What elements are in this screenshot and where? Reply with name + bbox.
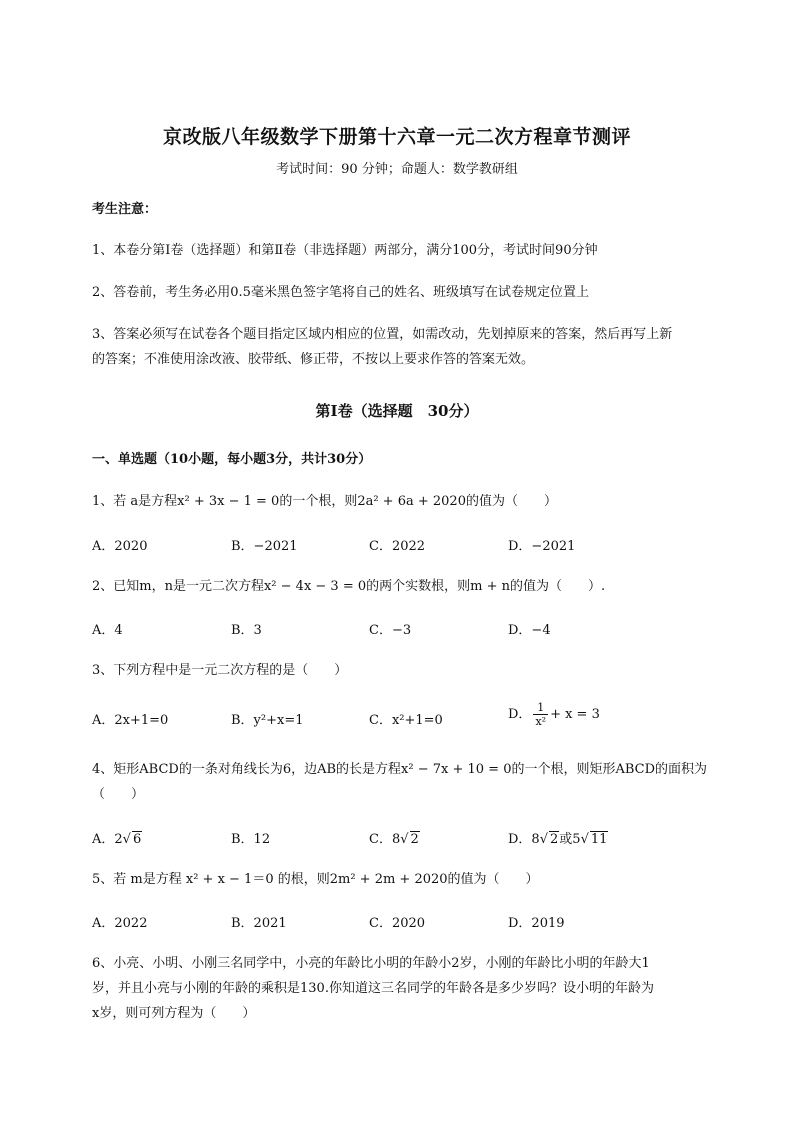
option-c[interactable]: C．8√ 2	[369, 832, 419, 847]
option-a-label: A．2	[92, 832, 123, 847]
option-b[interactable]: B．−2021	[231, 539, 298, 554]
option-a[interactable]: A．2022	[92, 916, 148, 931]
question-6-stem-cont-1: 岁，并且小亮与小刚的年龄的乘积是130.你知道这三名同学的年龄各是多少岁吗？设小明的年龄为	[92, 981, 654, 996]
sqrt-radicand: 2	[550, 832, 559, 847]
sqrt-radicand: 2	[410, 832, 419, 847]
option-b[interactable]: B．12	[231, 832, 271, 847]
option-b[interactable]: B．3	[231, 623, 262, 638]
question-1-options	[92, 535, 712, 555]
option-d-tail: + x = 3	[550, 707, 600, 722]
question-3-options	[92, 701, 712, 729]
page-title: 京改版八年级数学下册第十六章一元二次方程章节测评	[162, 126, 631, 148]
note-item-3: 3、答案必须写在试卷各个题目指定区域内相应的位置，如需改动，先划掉原来的答案，然后再写上新	[92, 327, 673, 342]
part-heading: 一、单选题（10小题，每小题3分，共计30分）	[92, 452, 372, 467]
option-d-mid: 或5	[559, 832, 581, 847]
notes-heading: 考生注意：	[92, 202, 158, 217]
option-c[interactable]: C．2020	[369, 916, 426, 931]
question-6-stem-cont-2: x岁，则可列方程为（ ）	[92, 1006, 256, 1021]
option-d-label: D．8	[508, 832, 540, 847]
question-2-options	[92, 619, 712, 639]
option-d-label: D．	[508, 707, 532, 722]
option-a[interactable]: A．4	[92, 623, 123, 638]
question-2-stem: 2、已知m，n是一元二次方程x² − 4x − 3 = 0的两个实数根，则m + n的值为（ ）.	[92, 579, 606, 594]
option-d[interactable]: D．−4	[508, 623, 551, 638]
fraction-numerator: 1	[533, 701, 548, 715]
question-4-stem-cont: （ ）	[92, 787, 145, 802]
option-c-label: C．8	[369, 832, 401, 847]
note-item-2: 2、答卷前，考生务必用0.5毫米黑色签字笔将自己的姓名、班级填写在试卷规定位置上	[92, 285, 589, 300]
question-4-stem: 4、矩形ABCD的一条对角线长为6，边AB的长是方程x² − 7x + 10 = 0的一个根，则矩形ABCD的面积为	[92, 762, 708, 777]
sqrt-radicand: 11	[590, 832, 608, 847]
option-d[interactable]: D．8√ 2或5√ 11	[508, 832, 608, 847]
section-title: 第I卷（选择题 30分）	[315, 402, 479, 420]
option-d[interactable]: D．−2021	[508, 539, 576, 554]
question-6-stem: 6、小亮、小明、小刚三名同学中，小亮的年龄比小明的年龄小2岁，小刚的年龄比小明的年龄大1	[92, 956, 650, 971]
option-c[interactable]: C．−3	[369, 623, 412, 638]
note-item-3-cont: 的答案；不准使用涂改液、胶带纸、修正带，不按以上要求作答的答案无效。	[92, 352, 535, 367]
question-3-stem: 3、下列方程中是一元二次方程的是（ ）	[92, 663, 348, 678]
question-1-stem: 1、若 a是方程x² + 3x − 1 = 0的一个根，则2a² + 6a + 2020的值为（ ）	[92, 494, 557, 509]
option-d[interactable]: D．2019	[508, 916, 565, 931]
option-a[interactable]: A．2x+1=0	[92, 713, 169, 728]
option-b[interactable]: B．y²+x=1	[231, 713, 304, 728]
option-c[interactable]: C．x²+1=0	[369, 713, 443, 728]
note-item-1: 1、本卷分第I卷（选择题）和第Ⅱ卷（非选择题）两部分，满分100分，考试时间90分钟	[92, 243, 598, 258]
question-5-options	[92, 912, 712, 932]
question-5-stem: 5、若 m是方程 x² + x − 1＝0 的根，则2m² + 2m + 2020的值为（ ）	[92, 872, 539, 887]
fraction-denominator: x²	[535, 715, 547, 728]
option-d[interactable]	[508, 701, 600, 728]
option-a[interactable]: A．2√ 6	[92, 832, 142, 847]
fraction	[533, 701, 548, 728]
page-subtitle: 考试时间：90 分钟；命题人：数学教研组	[276, 162, 518, 177]
question-4-options	[92, 828, 712, 848]
sqrt-radicand: 6	[132, 832, 142, 847]
option-b[interactable]: B．2021	[231, 916, 287, 931]
option-c[interactable]: C．2022	[369, 539, 426, 554]
option-a[interactable]: A．2020	[92, 539, 148, 554]
